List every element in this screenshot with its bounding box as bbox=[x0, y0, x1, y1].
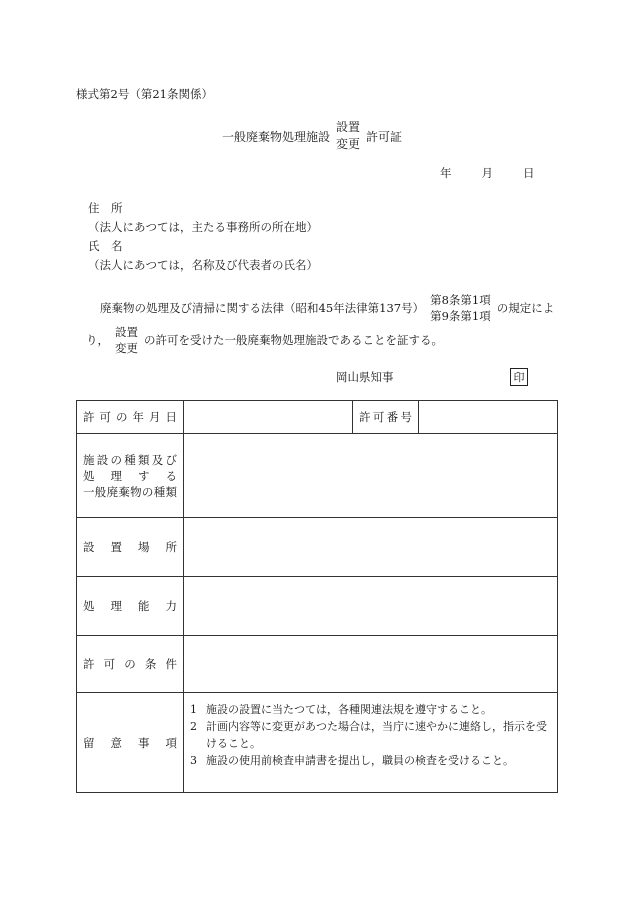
date-year: 年 bbox=[440, 166, 452, 180]
title-option-install: 設置 bbox=[336, 120, 361, 134]
line1-tail: の規定によ bbox=[496, 301, 555, 315]
capacity-value[interactable] bbox=[184, 577, 558, 636]
date-day: 日 bbox=[523, 166, 535, 180]
article-9: 第9条第1項 bbox=[430, 309, 491, 323]
title-option-change: 変更 bbox=[336, 137, 361, 151]
facility-type-value[interactable] bbox=[184, 434, 558, 518]
article-stack bbox=[430, 292, 491, 324]
table-row bbox=[77, 434, 558, 518]
list-item: 2 計画内容等に変更があつた場合は，当庁に速やかに連絡し，指示を受けること。 bbox=[190, 720, 547, 750]
table-row bbox=[77, 636, 558, 693]
facility-type-label: 施設の種類及び 処理する 一般廃棄物の種類 bbox=[77, 434, 184, 518]
seal-stamp: 印 bbox=[510, 368, 528, 386]
notes-label: 留意事項 bbox=[77, 693, 184, 793]
address-note: （法人にあつては，主たる事務所の所在地） bbox=[88, 220, 318, 234]
list-item: 3 施設の使用前検査申請書を提出し，職員の検査を受けること。 bbox=[190, 754, 514, 767]
permit-date-value[interactable] bbox=[184, 401, 353, 434]
table-row bbox=[77, 577, 558, 636]
body-option-stack bbox=[115, 324, 138, 356]
conditions-label: 許可の条件 bbox=[77, 636, 184, 693]
issue-date bbox=[440, 165, 535, 181]
name-label: 氏 名 bbox=[88, 239, 123, 253]
permit-number-label: 許可番号 bbox=[353, 401, 419, 434]
article-8: 第8条第1項 bbox=[430, 293, 491, 307]
title-prefix: 一般廃棄物処理施設 bbox=[222, 129, 331, 144]
title-option-stack bbox=[336, 119, 360, 153]
notes-list bbox=[184, 693, 558, 793]
certificate-body-line-2 bbox=[86, 322, 443, 358]
document-title bbox=[222, 118, 402, 154]
date-month: 月 bbox=[481, 166, 493, 180]
address-label: 住 所 bbox=[88, 201, 123, 215]
location-label: 設置場所 bbox=[77, 518, 184, 577]
table-row bbox=[77, 693, 558, 793]
table-row bbox=[77, 401, 558, 434]
permit-date-label: 許可の年月日 bbox=[77, 401, 184, 434]
title-suffix: 許可証 bbox=[366, 129, 403, 144]
capacity-label: 処理能力 bbox=[77, 577, 184, 636]
line2-text: の許可を受けた一般廃棄物処理施設であることを証する。 bbox=[144, 333, 443, 347]
form-number: 様式第2号（第21条関係） bbox=[76, 87, 213, 101]
list-item: 1 施設の設置に当たつては，各種関連法規を遵守すること。 bbox=[190, 703, 492, 716]
permit-number-value[interactable] bbox=[419, 401, 558, 434]
body-option-install: 設置 bbox=[115, 325, 138, 339]
permit-details-table bbox=[76, 400, 558, 793]
issuer-name: 岡山県知事 bbox=[336, 370, 394, 384]
body-option-change: 変更 bbox=[115, 341, 138, 355]
table-row bbox=[77, 518, 558, 577]
line2-head: り， bbox=[86, 333, 109, 347]
law-reference-text: 廃棄物の処理及び清掃に関する法律（昭和45年法律第137号） bbox=[100, 301, 425, 315]
conditions-value[interactable] bbox=[184, 636, 558, 693]
certificate-body-line-1 bbox=[100, 290, 554, 326]
name-note: （法人にあつては，名称及び代表者の氏名） bbox=[88, 258, 318, 272]
location-value[interactable] bbox=[184, 518, 558, 577]
